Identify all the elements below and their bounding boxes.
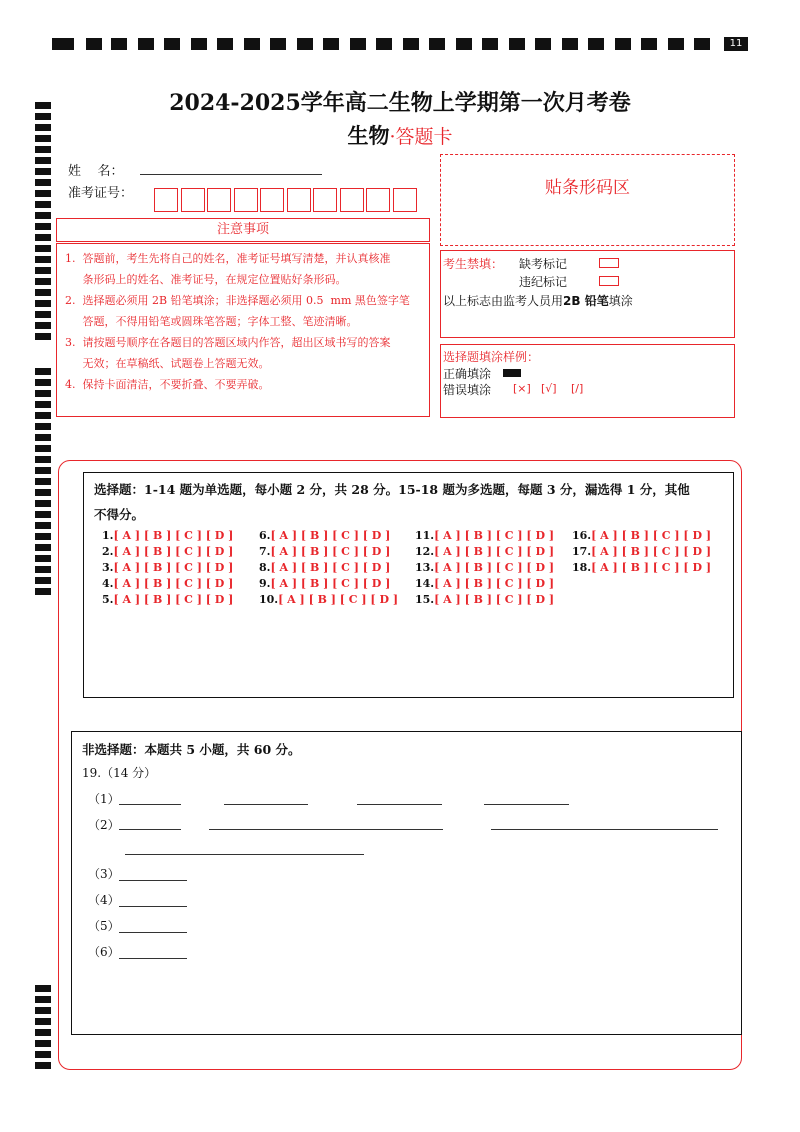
timing-mark	[35, 289, 51, 296]
correct-label: 正确填涂	[443, 367, 492, 381]
q19-label: 19.（14 分）	[82, 766, 157, 780]
timing-mark	[35, 544, 51, 551]
answer-line-1d[interactable]	[484, 804, 569, 805]
notice-line-2: 条形码上的姓名、准考证号，在规定位置贴好条形码。	[65, 273, 347, 286]
id-digit-box[interactable]	[207, 188, 231, 212]
side-timing-marks-2	[35, 368, 51, 599]
timing-mark	[35, 412, 51, 419]
violation-label: 违纪标记	[519, 275, 568, 289]
timing-mark	[562, 38, 578, 50]
answer-line-2d[interactable]	[125, 854, 364, 855]
timing-mark	[35, 1040, 51, 1047]
mc-question-number: 1.	[102, 529, 114, 542]
subtitle-separator: ·	[389, 126, 396, 148]
mc-options[interactable]: [ A ] [ B ] [ C ] [ D ]	[591, 529, 712, 542]
timing-mark	[350, 38, 366, 50]
sub-label-4: （4）	[88, 893, 120, 907]
sample-title: 选择题填涂样例：	[443, 350, 540, 364]
mc-options[interactable]: [ A ] [ B ] [ C ] [ D ]	[591, 561, 712, 574]
proctor-note-bold: 2B 铅笔	[563, 294, 609, 308]
timing-mark	[35, 467, 51, 474]
mc-question-number: 11.	[415, 529, 435, 542]
proctor-note	[443, 292, 633, 309]
name-input-line[interactable]	[140, 174, 322, 175]
mc-question-number: 8.	[259, 561, 271, 574]
timing-mark	[35, 168, 51, 175]
answer-line-2c[interactable]	[491, 829, 718, 830]
timing-mark	[35, 533, 51, 540]
timing-mark	[588, 38, 604, 50]
barcode-area	[440, 154, 735, 246]
mc-question-11	[415, 529, 554, 542]
mc-options[interactable]: [ A ] [ B ] [ C ] [ D ]	[278, 593, 399, 606]
notice-line-1: 1. 答题前，考生先将自己的姓名，准考证号填写清楚，并认真核准	[65, 252, 391, 265]
timing-mark	[35, 456, 51, 463]
mc-question-4	[102, 577, 233, 590]
timing-mark	[35, 588, 51, 595]
timing-mark	[35, 212, 51, 219]
mc-instruction-1: 选择题：1-14 题为单选题，每小题 2 分，共 28 分。15-18 题为多选题，每题 3 分，漏选得 1 分，其他	[94, 482, 690, 497]
timing-mark	[35, 179, 51, 186]
sub-label-5: （5）	[88, 919, 120, 933]
mc-question-1	[102, 529, 233, 542]
timing-mark	[668, 38, 684, 50]
side-timing-marks-3	[35, 985, 51, 1073]
mc-options[interactable]: [ A ] [ B ] [ C ] [ D ]	[113, 593, 234, 606]
timing-mark	[35, 423, 51, 430]
mc-question-number: 9.	[259, 577, 271, 590]
absent-label: 缺考标记	[519, 257, 568, 271]
mc-question-2	[102, 545, 233, 558]
mc-question-number: 13.	[415, 561, 435, 574]
timing-mark	[35, 566, 51, 573]
timing-mark	[191, 38, 207, 50]
timing-mark	[35, 368, 51, 375]
mc-question-number: 10.	[259, 593, 279, 606]
timing-mark	[35, 223, 51, 230]
timing-mark	[35, 1051, 51, 1058]
timing-mark	[164, 38, 180, 50]
timing-mark	[35, 555, 51, 562]
timing-mark	[323, 38, 339, 50]
nonmc-instruction: 非选择题：本题共 5 小题，共 60 分。	[82, 742, 301, 757]
notice-line-4: 答题，不得用铅笔或圆珠笔答题；字体工整、笔迹清晰。	[65, 315, 358, 328]
name-label: 姓 名：	[68, 164, 124, 179]
mc-question-number: 16.	[572, 529, 592, 542]
mc-question-15	[415, 593, 554, 606]
timing-mark	[35, 489, 51, 496]
wrong-label: 错误填涂	[443, 383, 492, 397]
proctor-note-post: 填涂	[608, 294, 633, 308]
timing-mark	[482, 38, 498, 50]
mc-question-6	[259, 529, 390, 542]
timing-mark	[35, 1018, 51, 1025]
timing-mark	[35, 267, 51, 274]
timing-mark	[694, 38, 710, 50]
mc-options[interactable]: [ A ] [ B ] [ C ] [ D ]	[270, 561, 391, 574]
answer-line-1c[interactable]	[357, 804, 442, 805]
mc-question-number: 14.	[415, 577, 435, 590]
answer-line-2a[interactable]	[119, 829, 181, 830]
answer-card-label: 答题卡	[395, 126, 453, 148]
mc-options[interactable]: [ A ] [ B ] [ C ] [ D ]	[270, 577, 391, 590]
prohibit-label: 考生禁填：	[443, 257, 504, 271]
mc-question-13	[415, 561, 554, 574]
answer-line-5[interactable]	[119, 932, 187, 933]
answer-line-1b[interactable]	[224, 804, 308, 805]
timing-mark	[35, 478, 51, 485]
timing-mark	[615, 38, 631, 50]
sub-label-6: （6）	[88, 945, 120, 959]
mc-question-number: 15.	[415, 593, 435, 606]
timing-mark	[244, 38, 260, 50]
proctor-box	[440, 250, 735, 338]
notice-line-5: 3. 请按题号顺序在各题目的答题区域内作答，超出区域书写的答案	[65, 336, 391, 349]
timing-mark	[35, 445, 51, 452]
timing-mark	[217, 38, 233, 50]
timing-mark	[138, 38, 154, 50]
timing-mark	[35, 278, 51, 285]
mc-question-7	[259, 545, 390, 558]
mc-question-8	[259, 561, 390, 574]
mc-options[interactable]: [ A ] [ B ] [ C ] [ D ]	[434, 577, 555, 590]
id-digit-box[interactable]	[181, 188, 205, 212]
mc-instruction-2: 不得分。	[94, 507, 145, 522]
timing-mark	[429, 38, 445, 50]
mc-question-9	[259, 577, 390, 590]
id-label: 准考证号：	[68, 186, 134, 201]
timing-mark	[35, 157, 51, 164]
id-digit-box[interactable]	[154, 188, 178, 212]
top-timing-marks	[52, 38, 752, 50]
mc-options[interactable]: [ A ] [ B ] [ C ] [ D ]	[434, 593, 555, 606]
mc-options[interactable]: [ A ] [ B ] [ C ] [ D ]	[113, 529, 234, 542]
timing-mark	[35, 985, 51, 992]
proctor-note-pre: 以上标志由监考人员用	[443, 294, 564, 308]
mc-question-5	[102, 593, 233, 606]
mc-options[interactable]: [ A ] [ B ] [ C ] [ D ]	[113, 545, 234, 558]
subject-name: 生物	[347, 123, 390, 148]
mc-options[interactable]: [ A ] [ B ] [ C ] [ D ]	[270, 545, 391, 558]
timing-mark	[35, 996, 51, 1003]
mc-question-10	[259, 593, 398, 606]
timing-mark	[35, 190, 51, 197]
notice-box	[56, 243, 430, 417]
id-digit-box[interactable]	[393, 188, 417, 212]
timing-mark	[35, 300, 51, 307]
timing-mark	[35, 1007, 51, 1014]
mc-question-number: 5.	[102, 593, 114, 606]
timing-mark	[35, 201, 51, 208]
timing-mark	[403, 38, 419, 50]
mc-options[interactable]: [ A ] [ B ] [ C ] [ D ]	[591, 545, 712, 558]
answer-line-3[interactable]	[119, 880, 187, 881]
timing-mark	[35, 379, 51, 386]
timing-mark	[376, 38, 392, 50]
mc-question-17	[572, 545, 711, 558]
timing-mark	[509, 38, 525, 50]
timing-mark	[456, 38, 472, 50]
notice-line-6: 无效；在草稿纸、试题卷上答题无效。	[65, 357, 270, 370]
id-digit-box[interactable]	[234, 188, 258, 212]
wrong-sample-1: [×]	[513, 382, 531, 395]
sub-label-3: （3）	[88, 867, 120, 881]
timing-mark	[35, 256, 51, 263]
timing-mark	[35, 311, 51, 318]
mc-question-12	[415, 545, 554, 558]
timing-mark	[35, 522, 51, 529]
non-mc-section	[71, 731, 742, 1035]
notice-line-3: 2. 选择题必须用 2B 铅笔填涂；非选择题必须用 0.5 mm 黑色签字笔	[65, 294, 410, 307]
mc-question-number: 7.	[259, 545, 271, 558]
wrong-sample-2: [√]	[541, 382, 557, 395]
mc-options[interactable]: [ A ] [ B ] [ C ] [ D ]	[434, 561, 555, 574]
fill-sample-box	[440, 344, 735, 418]
timing-mark	[535, 38, 551, 50]
wrong-sample-3: [/]	[571, 382, 584, 395]
correct-fill-sample	[503, 369, 521, 377]
timing-mark	[86, 38, 102, 50]
answer-line-4[interactable]	[119, 906, 187, 907]
absent-mark-box[interactable]	[599, 258, 619, 268]
mc-question-number: 2.	[102, 545, 114, 558]
mc-options[interactable]: [ A ] [ B ] [ C ] [ D ]	[434, 545, 555, 558]
id-digit-box[interactable]	[366, 188, 390, 212]
notice-title: 注意事项	[216, 222, 269, 237]
timing-mark	[35, 500, 51, 507]
exam-subtitle	[0, 120, 800, 150]
id-digit-box[interactable]	[260, 188, 284, 212]
notice-line-7: 4. 保持卡面清洁，不要折叠、不要弄破。	[65, 378, 270, 391]
mc-question-14	[415, 577, 554, 590]
timing-mark	[35, 1062, 51, 1069]
timing-mark	[641, 38, 657, 50]
timing-mark	[35, 245, 51, 252]
mc-options[interactable]: [ A ] [ B ] [ C ] [ D ]	[270, 529, 391, 542]
timing-mark	[35, 401, 51, 408]
timing-mark	[35, 322, 51, 329]
sub-label-1: （1）	[88, 792, 120, 806]
violation-mark-box[interactable]	[599, 276, 619, 286]
mc-question-number: 4.	[102, 577, 114, 590]
timing-mark	[35, 333, 51, 340]
timing-mark	[35, 577, 51, 584]
id-digit-box[interactable]	[287, 188, 311, 212]
timing-mark	[35, 234, 51, 241]
timing-mark	[52, 38, 74, 50]
mc-question-18	[572, 561, 711, 574]
timing-mark	[35, 511, 51, 518]
sub-label-2: （2）	[88, 818, 120, 832]
timing-mark	[111, 38, 127, 50]
id-digit-box[interactable]	[340, 188, 364, 212]
mc-options[interactable]: [ A ] [ B ] [ C ] [ D ]	[113, 577, 234, 590]
timing-mark	[35, 434, 51, 441]
timing-mark	[35, 390, 51, 397]
timing-mark	[297, 38, 313, 50]
exam-title: 2024-2025学年高二生物上学期第一次月考卷	[169, 90, 631, 116]
timing-mark	[270, 38, 286, 50]
mc-question-number: 6.	[259, 529, 271, 542]
multiple-choice-section	[83, 472, 734, 698]
answer-line-2b[interactable]	[209, 829, 443, 830]
mc-question-16	[572, 529, 711, 542]
mc-question-number: 12.	[415, 545, 435, 558]
page-number: 11	[724, 37, 748, 51]
mc-options[interactable]: [ A ] [ B ] [ C ] [ D ]	[434, 529, 555, 542]
notice-header	[56, 218, 430, 242]
mc-options[interactable]: [ A ] [ B ] [ C ] [ D ]	[113, 561, 234, 574]
answer-line-6[interactable]	[119, 958, 187, 959]
barcode-label: 贴条形码区	[545, 178, 630, 198]
mc-question-number: 18.	[572, 561, 592, 574]
mc-question-number: 3.	[102, 561, 114, 574]
answer-line-1a[interactable]	[119, 804, 181, 805]
mc-question-3	[102, 561, 233, 574]
mc-question-number: 17.	[572, 545, 592, 558]
timing-mark	[35, 1029, 51, 1036]
id-digit-box[interactable]	[313, 188, 337, 212]
